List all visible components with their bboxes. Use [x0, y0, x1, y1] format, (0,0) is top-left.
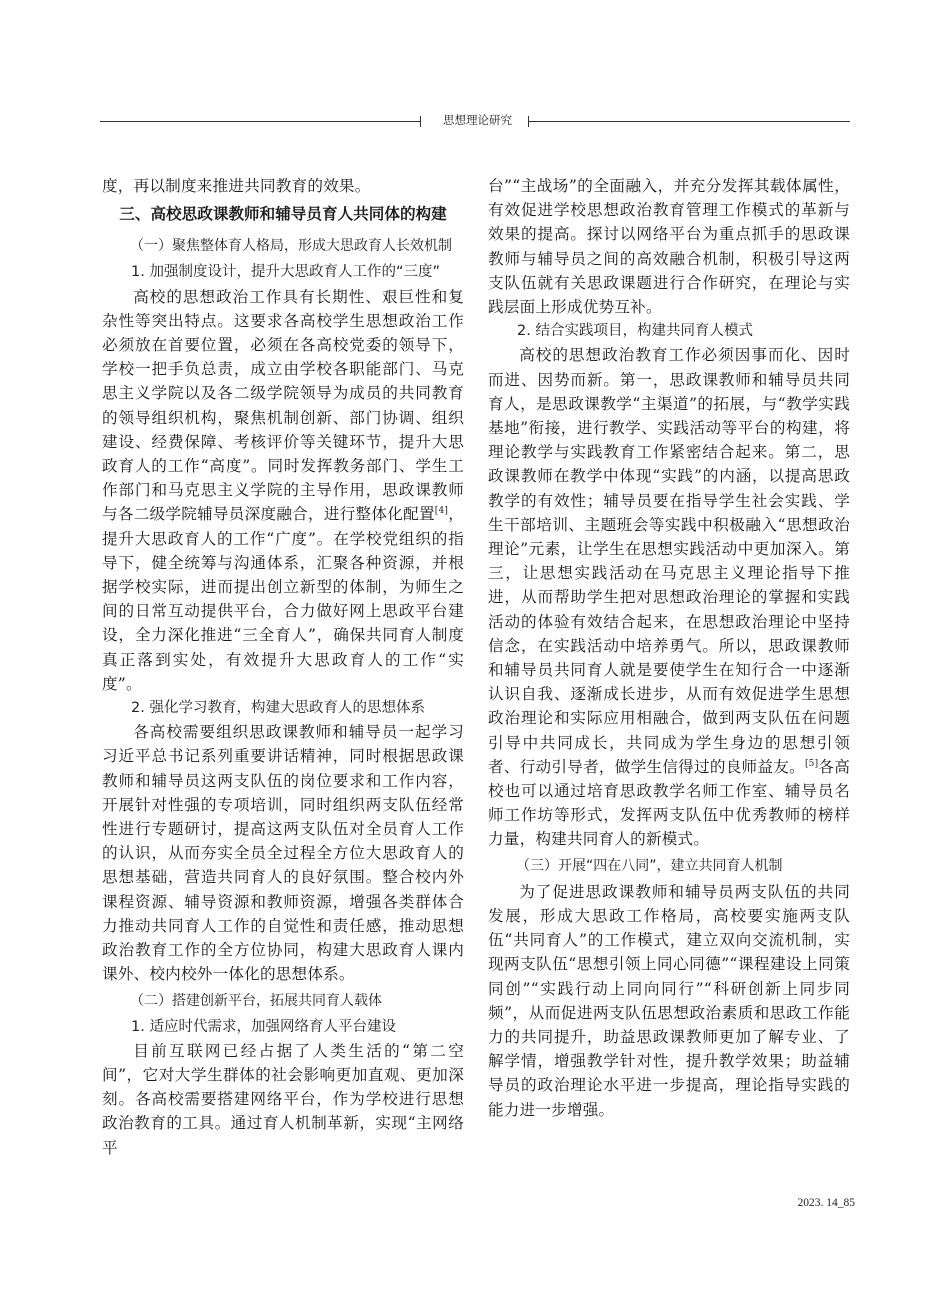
citation-ref: [4]: [434, 506, 449, 517]
item-heading-1-1: 1. 加强制度设计，提升大思政育人工作的“三度”: [131, 264, 440, 281]
paragraph-continued: 度，再以制度来推进共同教育的效果。: [102, 177, 371, 195]
citation-ref: [5]: [804, 758, 819, 769]
left-column: [102, 174, 464, 1160]
header-section-title: 思想理论研究: [443, 113, 512, 127]
paragraph-network-platform: 目前互联网已经占据了人类生活的“第二空间”，它对大学生群体的社会影响更加直观、更加深刻。各高校需要搭建网络平台，作为学校进行思想政治教育的工具。通过育人机制革新，实现“主网络平: [102, 1041, 464, 1157]
section-heading: 三、高校思政课教师和辅导员育人共同体的构建: [119, 205, 447, 224]
running-header: [100, 110, 850, 134]
subsection-heading-2: （二）搭建创新平台，拓展共同育人载体: [130, 992, 382, 1009]
right-column: [488, 174, 850, 1122]
item-heading-2-2: 2. 结合实践项目，构建共同育人模式: [517, 323, 753, 340]
subsection-heading-3: （三）开展“四在八同”，建立共同育人机制: [516, 857, 783, 874]
paragraph-text: 高校的思想政治教育工作必须因事而化、因时而进、因势而新。第一，思政课教师和辅导员共同育人，是思政课教学“主渠道”的拓展，与“教学实践基地”衔接，进行教学、实践活动等平台的构建，将理论教学与实践教育工作紧密结合起来。第二，思政课教师在教学中体现“实践”的内涵，以提高思政教学的有效性；辅导员要在指导学生社会实践、学生干部培训、主题班会等实践中积极融入“思想政治理论”元素，让学生在思想实践活动中更加深入。第三，让思想实践活动在马克思主义理论指导下推进，从而帮助学生把对思想政治理论的掌握和实践活动的体验有效结合起来，在思想政治理论中坚持信念，在实践活动中培养勇气。所以，思政课教师和辅导员共同育人就是要使学生在知行合一中逐渐认识自我、逐渐成长进步，从而有效促进学生思想政治理论和实际应用相融合，做到两支队伍在问题引导中共同成长，共同成为学生身边的思想引领者、行动引导者，做学生信得过的良师益友。: [488, 346, 850, 776]
subsection-heading-1: （一）聚焦整体育人格局，形成大思政育人长效机制: [130, 238, 452, 255]
item-heading-2-1: 1. 适应时代需求，加强网络育人平台建设: [131, 1018, 396, 1035]
header-rule-right: [528, 121, 850, 122]
paragraph-text: ，提升大思政育人的工作“广度”。在学校党组织的指导下，健全统筹与沟通体系，汇聚各种资源，并根据学校实际，进而提出创立新型的体制，为师生之间的日常互动提供平台，合力做好网上思政平台建设，全力深化推进“三全育人”，确保共同育人制度真正落到实处，有效提升大思政育人的工作“实度”。: [102, 505, 465, 693]
header-tick-left: [420, 116, 421, 127]
paragraph-text: 各高校也可以通过培育思政教学名师工作室、辅导员名师工作坊等形式，发挥两支队伍中优秀教师的榜样力量，构建共同育人的新模式。: [488, 757, 850, 849]
paragraph-practice-projects: [488, 343, 850, 851]
paragraph-network-platform-continued: 台”“主战场”的全面融入，并充分发挥其载体属性，有效促进学校思想政治教育管理工作模式的革新与效果的提高。探讨以网络平台为重点抓手的思政课教师与辅导员之间的高效融合机制，积极引导这两支队伍就有关思政课题进行合作研究，在理论与实践层面上形成优势互补。: [488, 177, 850, 317]
paragraph-text: 高校的思想政治工作具有长期性、艰巨性和复杂性等突出特点。这要求各高校学生思想政治工作必须放在首要位置，必须在各高校党委的领导下，学校一把手负总责，成立由学校各职能部门、马克思主义学院以及各二级学院领导为成员的共同教育的领导组织机构，聚焦机制创新、部门协调、组织建设、经费保障、考核评价等关键环节，提升大思政育人的工作“高度”。同时发挥教务部门、学生工作部门和马克思主义学院的主导作用，思政课教师与各二级学院辅导员深度融合，进行整体化配置: [102, 287, 464, 524]
paragraph-study-education: 各高校需要组织思政课教师和辅导员一起学习习近平总书记系列重要讲话精神，同时根据思政课教师和辅导员这两支队伍的岗位要求和工作内容，开展针对性强的专项培训，同时组织两支队伍经常性进行专题研讨，提高这两支队伍对全员育人工作的认识，从而夯实全员全过程全方位大思政育人的思想基础，营造共同育人的良好氛围。整合校内外课程资源、辅导资源和教师资源，增强各类群体合力推动共同育人工作的自觉性和责任感，推动思想政治教育工作的全方位协同，构建大思政育人课内课外、校内校外一体化的思想体系。: [102, 723, 464, 984]
paragraph-mechanism: 为了促进思政课教师和辅导员两支队伍的共同发展，形成大思政工作格局，高校要实施两支队伍“共同育人”的工作模式，建立双向交流机制，实现两支队伍“思想引领上同心同德”“课程建设上同策同创”“实践行动上同向同行”“科研创新上同步同频”，从而促进两支队伍思想政治素质和思政工作能力的共同提升，助益思政课教师更加了解专业、了解学情，增强教学针对性，提升教学效果；助益辅导员的政治理论水平进一步提高，理论指导实践的能力进一步增强。: [488, 882, 850, 1119]
paragraph-system-design: [102, 285, 464, 696]
header-rule-left: [100, 121, 420, 122]
page-number: 2023. 14_85: [797, 1197, 855, 1209]
item-heading-1-2: 2. 强化学习教育，构建大思政育人的思想体系: [131, 700, 425, 717]
